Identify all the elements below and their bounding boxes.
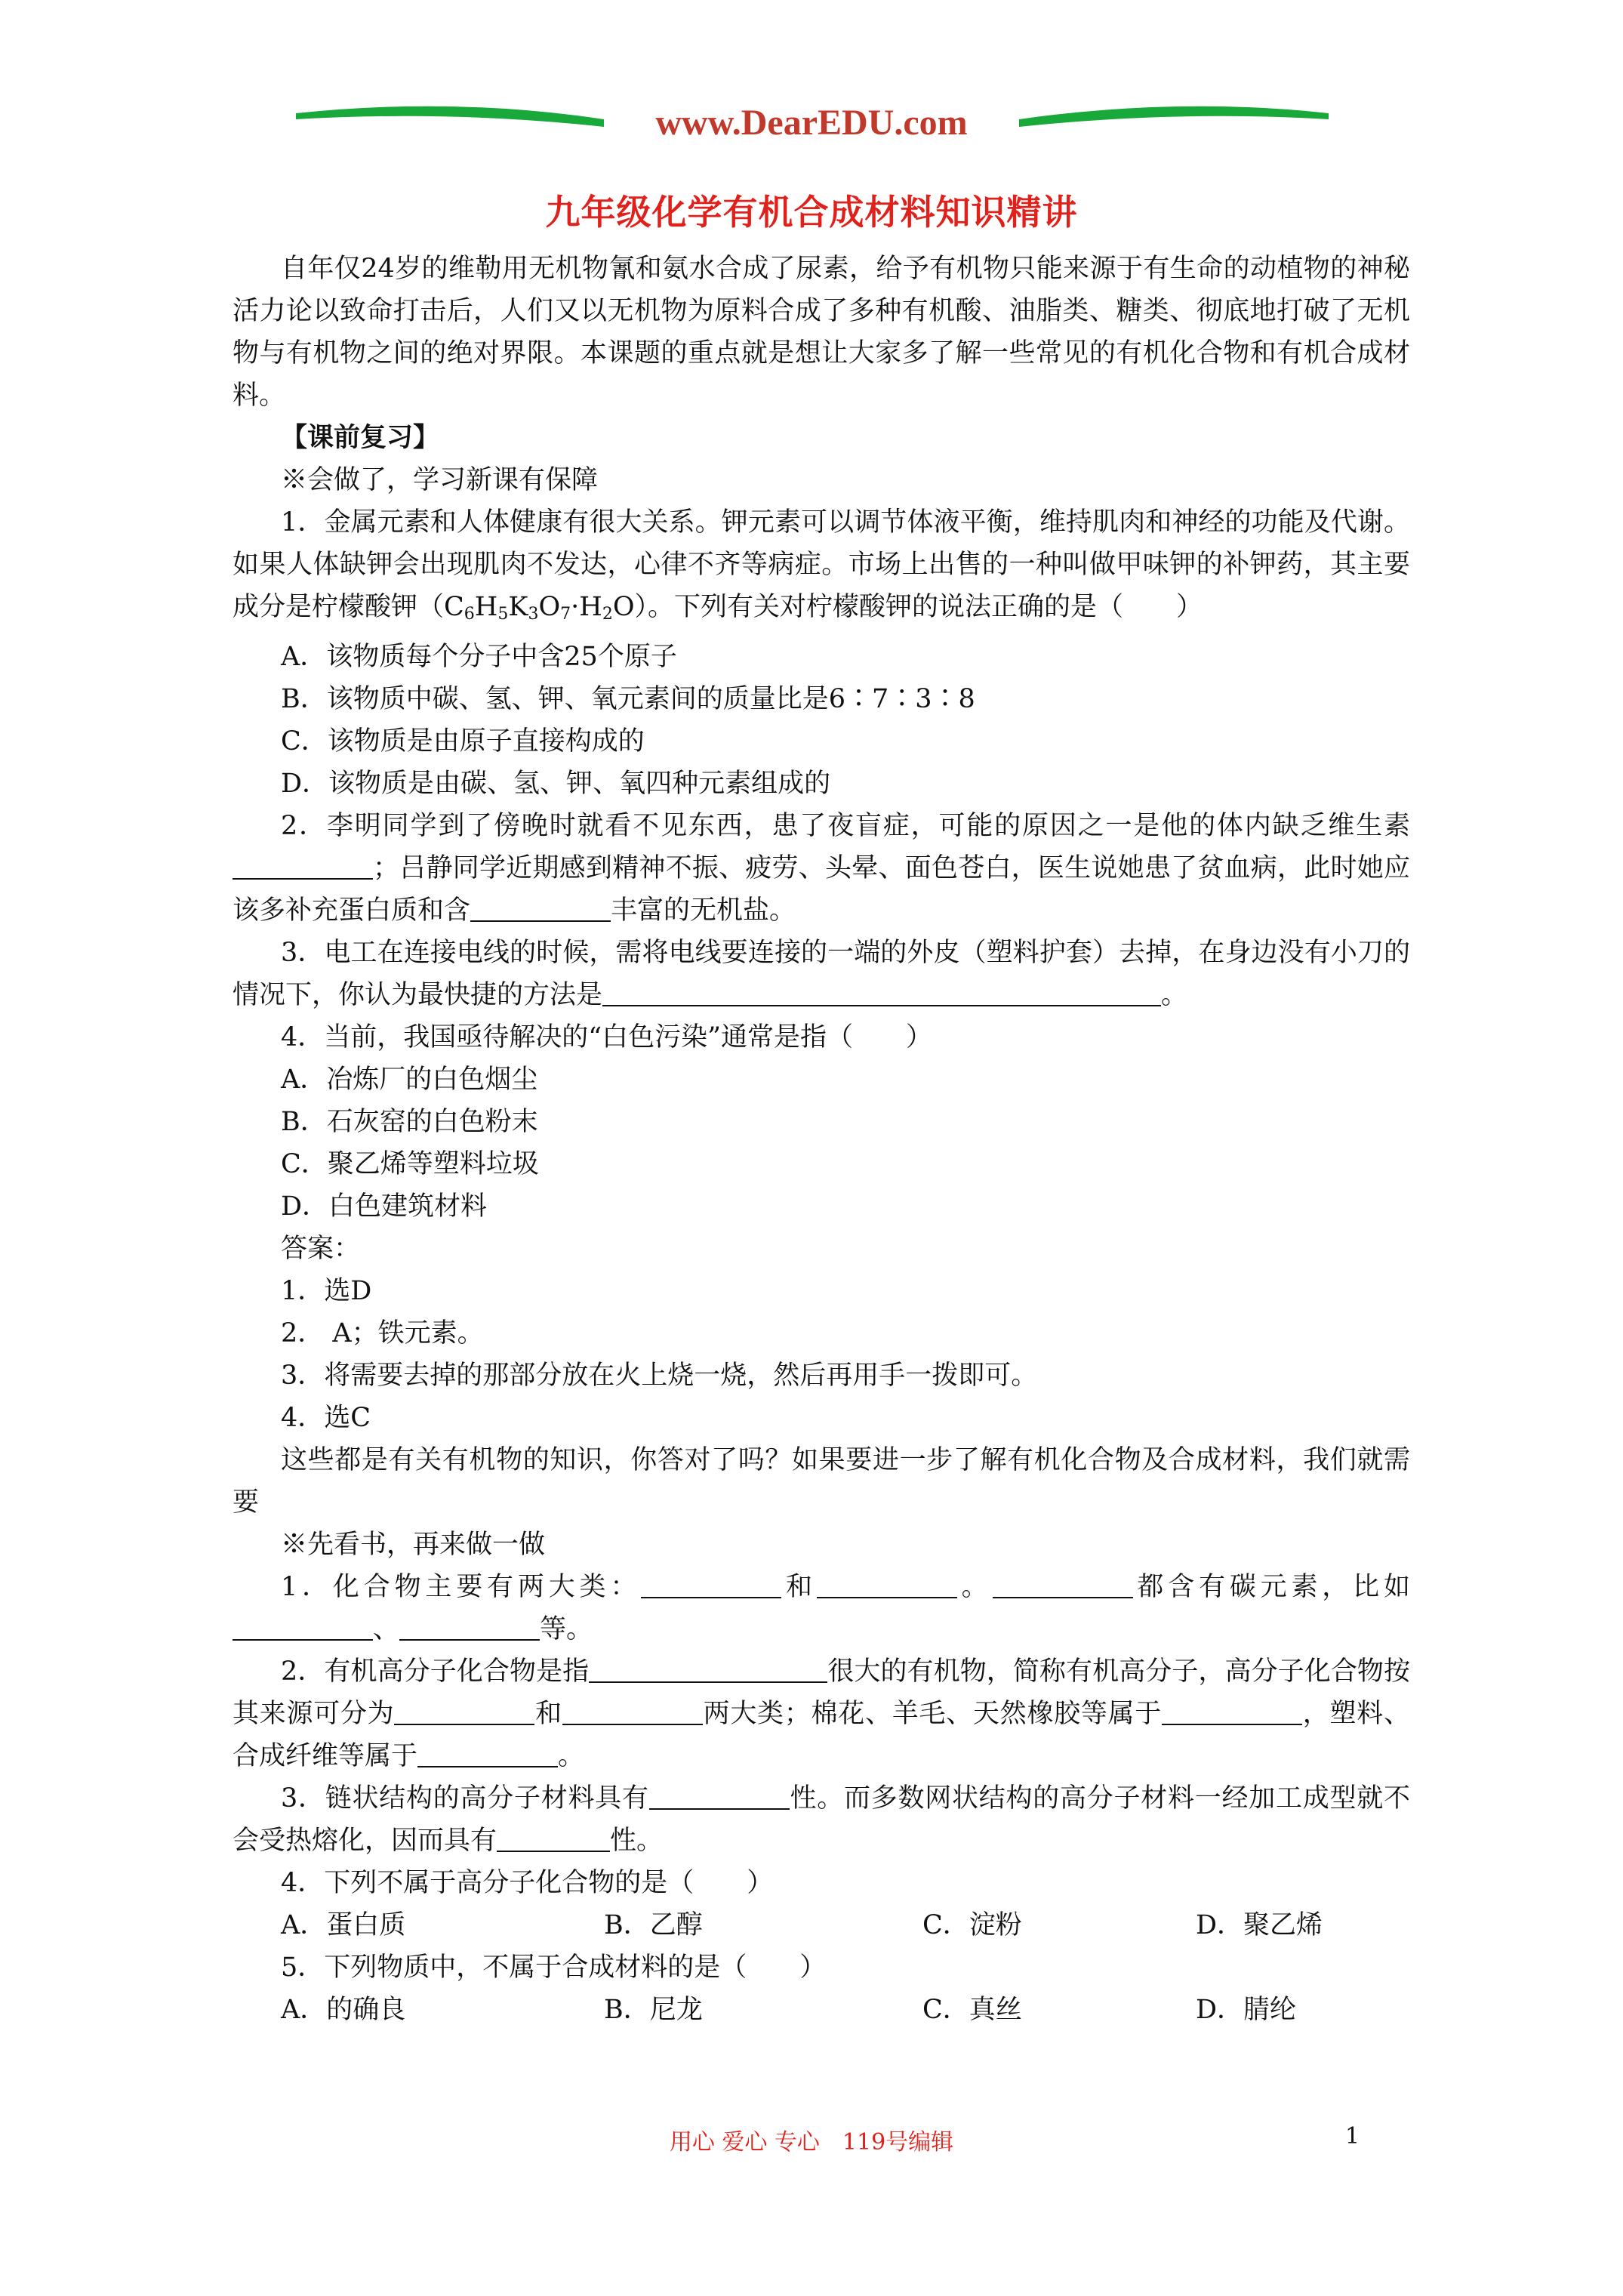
answer-4: 4．选C [281,1403,371,1433]
q1-text: K [508,592,528,622]
s4-option-c: C．淀粉 [922,1910,1022,1940]
s1-text: 等。 [540,1614,593,1644]
subscript: 5 [497,605,509,624]
q4-option-c: C．聚乙烯等塑料垃圾 [281,1149,539,1179]
subscript: 3 [528,605,539,624]
s4-option-a: A．蛋白质 [281,1910,406,1940]
study-question-5: 5．下列物质中，不属于合成材料的是（ ） [281,1952,827,1983]
s1-text: 都含有碳元素，比如 [1132,1572,1410,1602]
q1-text: 1．金属元素和人体健康有很大关系。钾元素可以调节体液平衡，维持肌肉和神经的功能及代谢。如果人体缺钾会出现肌肉不发达，心律不齐等病症。市场上出售的一种叫做甲味钾的补钾药，其主要成分是柠檬酸钾（C [233,507,1410,622]
s3-text: 性。 [610,1826,664,1856]
q2-text: 2．李明同学到了傍晚时就看不见东西，患了夜盲症，可能的原因之一是他的体内缺乏维生素 [281,811,1410,841]
s2-text: 2．有机高分子化合物是指 [281,1657,590,1687]
answer-blank[interactable] [497,1825,610,1852]
s1-text: 、 [373,1614,400,1644]
s5-option-d: D．腈纶 [1196,1995,1297,2025]
header-banner [0,0,1623,174]
review-subheading: ※会做了，学习新课有保障 [281,465,599,495]
s2-text: ，塑料、合成纤维等属于 [233,1699,1410,1771]
q3-text: 3．电工在连接电线的时候，需将电线要连接的一端的外皮（塑料护套）去掉，在身边没有小刀的情况下，你认为最快捷的方法是 [233,938,1410,1010]
s4-option-b: B．乙醇 [604,1910,703,1940]
s5-options-row [233,1989,1410,2031]
answer-blank[interactable] [470,895,611,922]
question-1 [233,501,1410,636]
study-question-2 [233,1650,1410,1777]
study-question-4: 4．下列不属于高分子化合物的是（ ） [281,1868,774,1898]
document-body [233,248,1410,2031]
answer-1: 1．选D [281,1276,372,1306]
q4-option-a: A．冶炼厂的白色烟尘 [281,1065,538,1095]
answer-blank[interactable] [562,1698,703,1725]
s1-text: 。 [956,1572,993,1602]
intro-paragraph: 自年仅24岁的维勒用无机物氰和氨水合成了尿素，给予有机物只能来源于有生命的动植物的神秘活力论以致命打击后，人们又以无机物为原料合成了多种有机酸、油脂类、糖类、彻底地打破了无机物与有机物之间的绝对界限。本课题的重点就是想让大家多了解一些常见的有机化合物和有机合成材料。 [233,254,1410,411]
s5-option-c: C．真丝 [922,1995,1022,2025]
answer-blank[interactable] [417,1740,558,1767]
study-question-1 [233,1566,1410,1650]
subscript: 7 [560,605,571,624]
question-4: 4．当前，我国亟待解决的“白色污染”通常是指（ ） [281,1022,933,1052]
q1-option-b: B．该物质中碳、氢、钾、氧元素间的质量比是6∶7∶3∶8 [281,684,975,714]
q1-text: O）。下列有关对柠檬酸钾的说法正确的是（ ） [612,592,1203,622]
answer-blank[interactable] [641,1571,781,1598]
study-subheading: ※先看书，再来做一做 [281,1530,546,1560]
answers-heading: 答案： [281,1234,361,1264]
s4-options-row [233,1904,1410,1946]
s2-text: 两大类；棉花、羊毛、天然橡胶等属于 [702,1699,1163,1729]
s5-option-a: A．的确良 [281,1995,406,2025]
subscript: 2 [602,605,613,624]
q2-text: 丰富的无机盐。 [611,895,796,926]
banner-swoosh-icon [0,0,1623,174]
answer-blank[interactable] [1162,1698,1302,1725]
site-logo-text: www.DearEDU.com [655,103,968,143]
answer-blank[interactable] [394,1698,534,1725]
answer-blank[interactable] [602,979,1161,1006]
answer-blank[interactable] [589,1656,827,1683]
q1-option-a: A．该物质每个分子中含25个原子 [281,642,677,672]
transition-paragraph: 这些都是有关有机物的知识，你答对了吗？如果要进一步了解有机化合物及合成材料，我们就需要 [233,1445,1410,1518]
s3-text: 3．链状结构的高分子材料具有 [281,1783,649,1814]
q1-text: O [538,592,561,622]
answer-2: 2． A；铁元素。 [281,1318,484,1348]
s2-text: 和 [534,1699,562,1729]
q1-option-d: D．该物质是由碳、氢、钾、氧四种元素组成的 [281,769,831,799]
question-2 [233,805,1410,932]
q1-option-c: C．该物质是由原子直接构成的 [281,726,645,757]
subscript: 6 [463,605,475,624]
q3-text: 。 [1161,980,1188,1010]
document-title: 九年级化学有机合成材料知识精讲 [545,192,1078,233]
review-heading: 【课前复习】 [281,422,440,453]
answer-blank[interactable] [649,1783,790,1810]
q1-text: ·H [571,592,602,622]
q1-text: H [474,592,498,622]
s5-option-b: B．尼龙 [604,1995,703,2025]
answer-3: 3．将需要去掉的那部分放在火上烧一烧，然后再用手一拨即可。 [281,1361,1038,1391]
s2-text: 。 [558,1741,585,1771]
s1-text: 和 [781,1572,817,1602]
study-question-3 [233,1777,1410,1862]
footer-text: 用心 爱心 专心 119号编辑 [669,2129,954,2156]
answer-blank[interactable] [817,1571,957,1598]
answer-blank[interactable] [993,1571,1133,1598]
answer-blank[interactable] [399,1613,540,1641]
s2-text: 很大的有机物，简称有机高分子，高分子化合物按其来源可分为 [233,1657,1410,1729]
s4-option-d: D．聚乙烯 [1196,1910,1323,1940]
q2-text: ；吕静同学近期感到精神不振、疲劳、头晕、面色苍白，医生说她患了贫血病，此时她应该多补充蛋白质和含 [233,853,1410,926]
q4-option-d: D．白色建筑材料 [281,1191,488,1222]
answer-blank[interactable] [233,852,373,880]
q4-option-b: B．石灰窑的白色粉末 [281,1107,538,1137]
answer-blank[interactable] [233,1613,373,1641]
page-number: 1 [1345,2123,1360,2150]
question-3 [233,932,1410,1016]
s1-text: 1．化合物主要有两大类： [281,1572,642,1602]
s3-text: 性。而多数网状结构的高分子材料一经加工成型就不会受热熔化，因而具有 [233,1783,1410,1856]
